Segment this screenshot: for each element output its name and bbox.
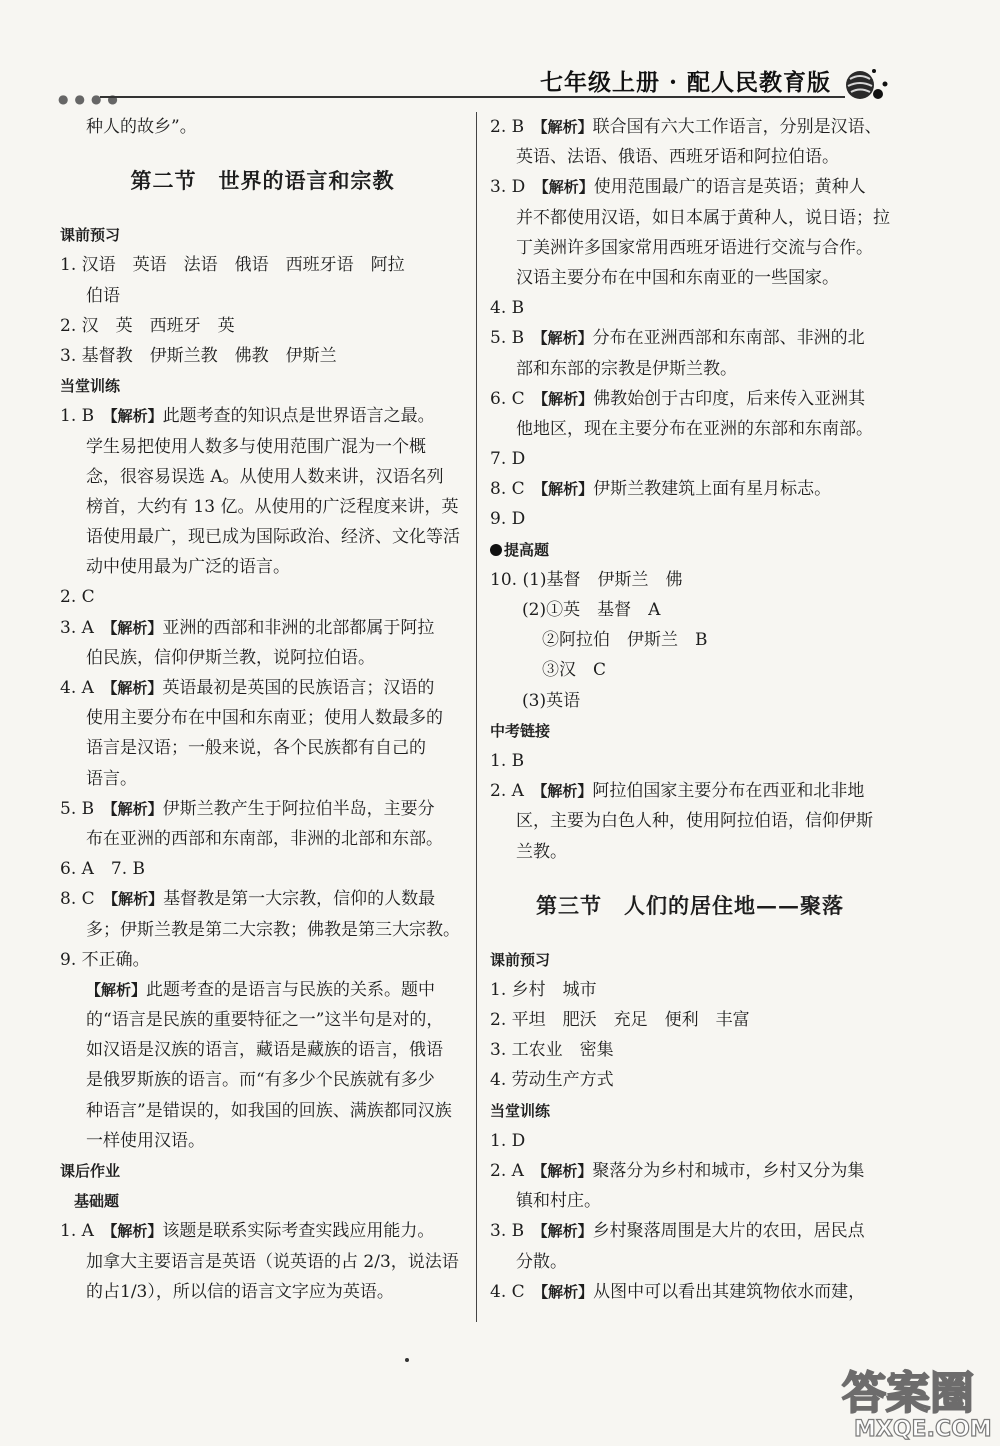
answer-number: 1. A bbox=[60, 1221, 94, 1242]
text-line: 的占1/3），所以信的语言文字应为英语。 bbox=[86, 1281, 394, 1302]
text-line: 区，主要为白色人种，使用阿拉伯语，信仰伊斯 bbox=[516, 811, 873, 832]
analysis-tag: 【解析】 bbox=[533, 480, 594, 499]
text-line: 4. B bbox=[490, 298, 525, 319]
analysis-tag: 【解析】 bbox=[102, 1222, 163, 1241]
answer-line bbox=[490, 112, 890, 142]
text-line: 他地区，现在主要分布在亚洲的东部和东南部。 bbox=[516, 418, 873, 439]
analysis-tag: 【解析】 bbox=[533, 389, 594, 408]
header-title: 七年级上册 · 配人民教育版 bbox=[540, 69, 832, 96]
answer-line bbox=[490, 323, 890, 353]
answer-line bbox=[490, 474, 890, 504]
analysis-tag: 【解析】 bbox=[533, 178, 594, 197]
answer-line bbox=[490, 172, 890, 202]
text-line: 并不都使用汉语，如日本属于黄种人，说日语；拉 bbox=[516, 207, 890, 228]
answer-text: 从图中可以看出其建筑物依水而建， bbox=[593, 1281, 866, 1302]
answer-line bbox=[490, 1156, 890, 1186]
page-mark bbox=[405, 1358, 409, 1362]
answer-line bbox=[60, 613, 465, 643]
text-line: 语言是汉语；一般来说，各个民族都有自己的 bbox=[86, 738, 426, 759]
answer-text: 亚洲的西部和非洲的北部都属于阿拉 bbox=[162, 617, 435, 638]
text-line: 2. 平坦 肥沃 充足 便利 丰富 bbox=[490, 1010, 750, 1031]
text-line: 语使用最广，现已成为国际政治、经济、文化等活 bbox=[86, 527, 460, 548]
answer-line bbox=[490, 776, 890, 806]
watermark-url: MXQE.COM bbox=[854, 1417, 992, 1440]
answer-text: 聚落分为乡村和城市，乡村又分为集 bbox=[592, 1161, 865, 1181]
text-line: 种人的故乡”。 bbox=[86, 117, 197, 137]
answer-line bbox=[60, 673, 465, 703]
text-line: (3)英语 bbox=[522, 690, 581, 711]
section-title: 第三节 人们的居住地——聚落 bbox=[536, 892, 844, 918]
analysis-tag: 【解析】 bbox=[533, 1282, 594, 1301]
answer-number: 3. A bbox=[60, 617, 94, 638]
analysis-tag: 【解析】 bbox=[532, 782, 593, 801]
text-line: 种语言”是错误的，如我国的回族、满族都同汉族 bbox=[86, 1100, 452, 1121]
section-title: 第二节 世界的语言和宗教 bbox=[130, 168, 395, 194]
answer-number: 2. B bbox=[490, 117, 525, 137]
answer-number: 1. B bbox=[60, 406, 95, 427]
subsection-heading bbox=[490, 535, 890, 565]
text-line: 丁美洲许多国家常用西班牙语进行交流与合作。 bbox=[516, 237, 873, 258]
analysis-tag: 【解析】 bbox=[102, 799, 163, 818]
text-line: 1. 乡村 城市 bbox=[490, 979, 597, 1000]
text-line: 4. 劳动生产方式 bbox=[490, 1070, 614, 1091]
right-column bbox=[490, 112, 890, 1307]
analysis-tag: 【解析】 bbox=[532, 1222, 593, 1241]
text-line: ③汉 C bbox=[542, 660, 607, 681]
answer-text: 此题考查的知识点是世界语言之最。 bbox=[162, 406, 435, 427]
text-line: 如汉语是汉族的语言，藏语是藏族的语言，俄语 bbox=[86, 1040, 443, 1061]
analysis-tag: 【解析】 bbox=[102, 407, 163, 426]
answer-number: 4. A bbox=[60, 678, 94, 698]
text-line: ②阿拉伯 伊斯兰 B bbox=[542, 630, 708, 651]
text-line: 布在亚洲的西部和东南部，非洲的北部和东部。 bbox=[86, 828, 443, 849]
text-line: 汉语主要分布在中国和东南亚的一些国家。 bbox=[516, 267, 839, 288]
text-line: 9. 不正确。 bbox=[60, 949, 150, 970]
answer-text: 基督教是第一大宗教，信仰的人数最 bbox=[163, 889, 436, 910]
answer-number: 2. A bbox=[490, 781, 524, 802]
text-line: 语言。 bbox=[86, 768, 137, 789]
column-divider bbox=[476, 112, 477, 1322]
analysis-tag: 【解析】 bbox=[532, 1162, 593, 1180]
text-line: 6. A 7. B bbox=[60, 859, 146, 880]
text-line: (2)①英 基督 A bbox=[522, 600, 661, 620]
answer-number: 8. C bbox=[60, 889, 95, 910]
analysis-tag: 【解析】 bbox=[102, 679, 163, 697]
text-line: 伯语 bbox=[86, 285, 120, 306]
text-line: 部和东部的宗教是伊斯兰教。 bbox=[516, 358, 737, 379]
answer-text: 该题是联系实际考查实践应用能力。 bbox=[162, 1221, 435, 1242]
text-line: 7. D bbox=[490, 449, 526, 470]
answer-number: 4. C bbox=[490, 1281, 525, 1302]
answer-number: 3. B bbox=[490, 1221, 525, 1242]
text-line: 分散。 bbox=[516, 1251, 567, 1272]
text-line: 榜首，大约有 13 亿。从使用的广泛程度来讲，英 bbox=[86, 496, 459, 517]
text-line: 是俄罗斯族的语言。而“有多少个民族就有多少 bbox=[86, 1070, 435, 1091]
text-line: 1. B bbox=[490, 750, 525, 771]
text-line: 念，很容易误选 A。从使用人数来讲，汉语名列 bbox=[86, 466, 444, 487]
globe-logo-icon bbox=[842, 64, 890, 104]
answer-text: 英语最初是英国的民族语言；汉语的 bbox=[162, 678, 435, 698]
answer-number: 6. C bbox=[490, 388, 525, 409]
text-line: 加拿大主要语言是英语（说英语的占 2/3，说法语 bbox=[86, 1251, 459, 1272]
text-line: 伯民族，信仰伊斯兰教，说阿拉伯语。 bbox=[86, 647, 375, 668]
answer-text: 伊斯兰教产生于阿拉伯半岛，主要分 bbox=[162, 798, 435, 819]
subsection-heading-text: 提高题 bbox=[504, 540, 550, 559]
subsection-heading: 当堂训练 bbox=[60, 377, 121, 396]
answer-text: 此题考查的是语言与民族的关系。题中 bbox=[146, 979, 436, 1000]
text-line: 1. D bbox=[490, 1130, 526, 1151]
subsection-heading: 当堂训练 bbox=[490, 1101, 551, 1120]
answer-text: 伊斯兰教建筑上面有星月标志。 bbox=[593, 479, 832, 500]
header-decoration-dots: ●●●● bbox=[58, 92, 124, 106]
text-line: 一样使用汉语。 bbox=[86, 1130, 205, 1151]
answer-text: 分布在亚洲西部和东南部、非洲的北 bbox=[592, 328, 865, 349]
text-line: 1. 汉语 英语 法语 俄语 西班牙语 阿拉 bbox=[60, 255, 405, 276]
subsection-heading: 课前预习 bbox=[60, 226, 121, 245]
subsection-heading: 基础题 bbox=[74, 1192, 120, 1211]
answer-line bbox=[60, 1216, 465, 1246]
answer-text: 乡村聚落周围是大片的农田，居民点 bbox=[592, 1221, 865, 1242]
answer-line bbox=[60, 884, 465, 914]
answer-line bbox=[490, 1216, 890, 1246]
text-line: 3. 工农业 密集 bbox=[490, 1040, 614, 1061]
left-column bbox=[60, 112, 465, 1307]
analysis-tag: 【解析】 bbox=[86, 980, 147, 999]
text-line: 学生易把使用人数多与使用范围广混为一个概 bbox=[86, 436, 426, 457]
text-line: 2. C bbox=[60, 587, 95, 608]
answer-number: 5. B bbox=[60, 798, 95, 819]
answer-number: 5. B bbox=[490, 328, 525, 349]
text-line: 英语、法语、俄语、西班牙语和阿拉伯语。 bbox=[516, 147, 839, 168]
answer-line bbox=[60, 401, 465, 431]
answer-line bbox=[490, 1277, 890, 1307]
answer-text: 阿拉伯国家主要分布在西亚和北非地 bbox=[592, 781, 865, 802]
analysis-tag: 【解析】 bbox=[532, 329, 593, 348]
answer-number: 3. D bbox=[490, 177, 526, 198]
analysis-tag: 【解析】 bbox=[103, 890, 164, 909]
text-line: 使用主要分布在中国和东南亚；使用人数最多的 bbox=[86, 708, 443, 729]
answer-line bbox=[60, 975, 465, 1005]
analysis-tag: 【解析】 bbox=[102, 618, 163, 637]
text-line: 动中使用最为广泛的语言。 bbox=[86, 557, 290, 578]
watermark-text: 答案圈 bbox=[842, 1368, 974, 1419]
answer-text: 佛教始创于古印度，后来传入亚洲其 bbox=[593, 388, 866, 409]
text-line: 镇和村庄。 bbox=[516, 1191, 601, 1212]
answer-text: 使用范围最广的语言是英语；黄种人 bbox=[593, 177, 866, 198]
subsection-heading: 课后作业 bbox=[60, 1162, 121, 1180]
text-line: 3. 基督教 伊斯兰教 佛教 伊斯兰 bbox=[60, 345, 337, 366]
text-line: 多；伊斯兰教是第二大宗教；佛教是第三大宗教。 bbox=[86, 919, 460, 940]
answer-line bbox=[60, 794, 465, 824]
text-line: 2. 汉 英 西班牙 英 bbox=[60, 315, 235, 336]
bullet-icon bbox=[490, 544, 502, 556]
text-line: 的“语言是民族的重要特征之一”这半句是对的， bbox=[86, 1010, 444, 1031]
text-line: 9. D bbox=[490, 509, 526, 530]
analysis-tag: 【解析】 bbox=[532, 118, 593, 136]
subsection-heading: 课前预习 bbox=[490, 950, 551, 969]
text-line: 兰教。 bbox=[516, 841, 567, 862]
answer-number: 8. C bbox=[490, 479, 525, 500]
answer-text: 联合国有六大工作语言，分别是汉语、 bbox=[592, 117, 882, 137]
text-line: 10. (1)基督 伊斯兰 佛 bbox=[490, 569, 683, 590]
page-header bbox=[0, 0, 1000, 110]
subsection-heading: 中考链接 bbox=[490, 721, 551, 740]
answer-line bbox=[490, 384, 890, 414]
watermark-logo bbox=[832, 1358, 992, 1440]
answer-number: 2. A bbox=[490, 1161, 524, 1181]
